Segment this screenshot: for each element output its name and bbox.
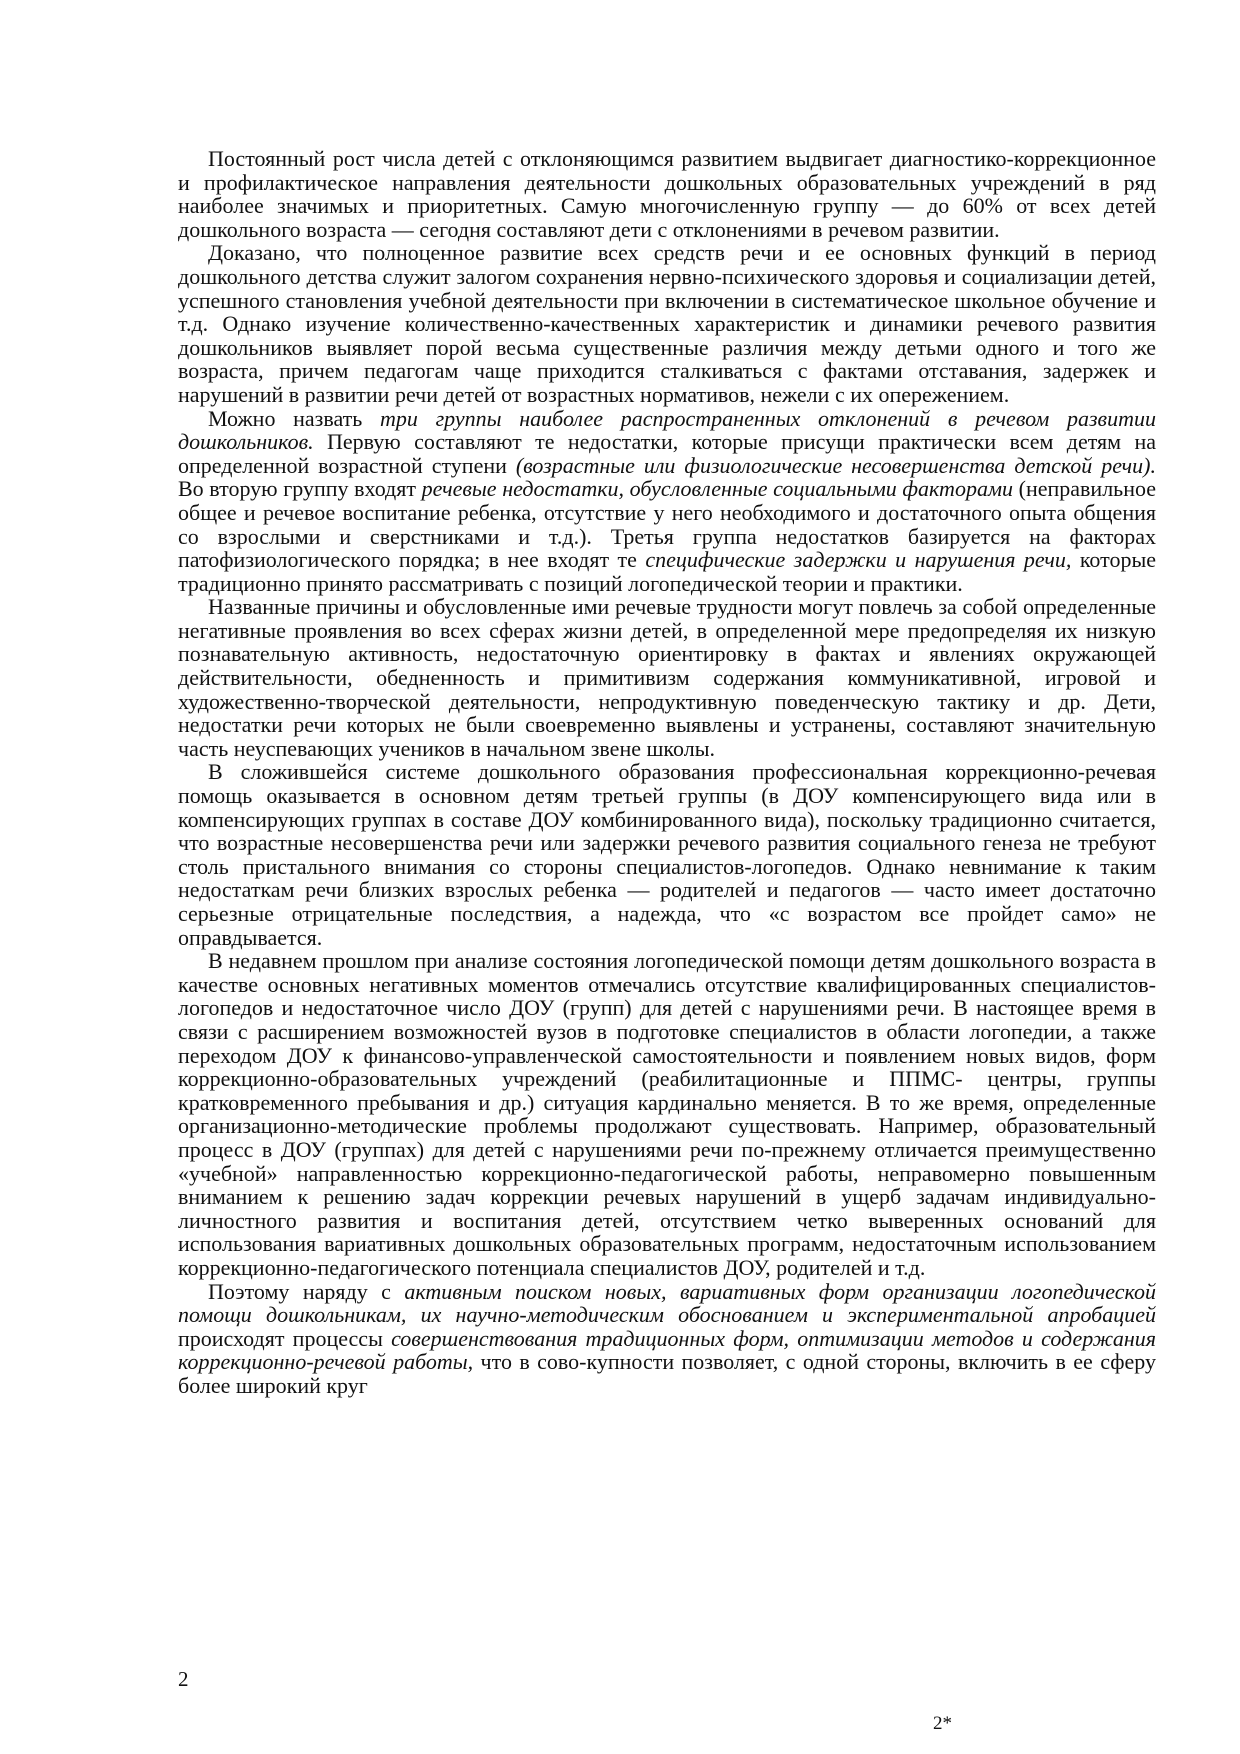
paragraph — [178, 1280, 1156, 1398]
text-run: Доказано, что полноценное развитие всех средств речи и ее основных функций в период дошкольного детства служит залогом сохранения нервно-психического здоровья и социализации детей, успешного становления учебной деятельности при включении в систематическое школьное обучение и т.д. Однако изучение количественно-качественных характеристик и динамики речевого развития дошкольников выявляет порой весьма существенные различия между детьми одного и того же возраста, причем педагогам чаще приходится сталкиваться с фактами отставания, задержек и нарушений в развитии речи детей от возрастных нормативов, нежели с их опережением. — [178, 240, 1156, 407]
text-run: В сложившейся системе дошкольного образования профессиональная коррекционно-речевая помощь оказывается в основном детям третьей группы (в ДОУ компенсирующего вида или в компенсирующих группах в составе ДОУ комбинированного вида), поскольку традиционно считается, что возрастные несовершенства речи или задержки речевого развития социального генеза не требуют столь пристального внимания со стороны специалистов-логопедов. Однако невнимание к таким недостаткам речи близких взрослых ребенка — родителей и педагогов — часто имеет достаточно серьезные отрицательные последствия, а надежда, что «с возрастом все пройдет само» не оправдывается. — [178, 759, 1156, 950]
italic-phrase: (возрастные или физиологические несовершенства детской речи). — [515, 452, 1157, 478]
text-run: Первую составляют те недостатки, которые присущи практически всем детям на определенной возрастной ступени — [178, 429, 1156, 478]
body-text — [178, 147, 1156, 1397]
text-run: В недавнем прошлом при анализе состояния логопедической помощи детям дошкольного возраста в качестве основных негативных моментов отмечались отсутствие квалифицированных специалистов-логопедов и недостаточное число ДОУ (групп) для детей с нарушениями речи. В настоящее время в связи с расширением возможностей вузов в подготовке специалистов в области логопедии, а также переходом ДОУ к финансово-управленческой самостоятельности и появлением новых видов, форм коррекционно-образовательных учреждений (реабилитационные и ППМС- центры, группы кратковременного пребывания и др.) ситуация кардинально меняется. В то же время, определенные организационно-методические проблемы продолжают существовать. Например, образовательный процесс в ДОУ (группах) для детей с нарушениями речи по-прежнему отличается преимущественно «учебной» направленностью коррекционно-педагогической работы, неправомерно повышенным вниманием к решению задач коррекции речевых нарушений в ущерб задачам индивидуально-личностного развития и воспитания детей, отсутствием четко выверенных оснований для использования вариативных дошкольных образовательных программ, недостаточным использованием коррекционно-педагогического потенциала специалистов ДОУ, родителей и т.д. — [178, 948, 1156, 1280]
text-run: что в сово-купности позволяет, с одной стороны, включить в ее сферу более широкий круг — [178, 1349, 1157, 1398]
paragraph — [178, 241, 1156, 406]
text-run: Поэтому наряду с — [208, 1278, 405, 1304]
text-run: Можно назвать — [208, 405, 381, 431]
italic-phrase: специфические задержки и нарушения речи, — [645, 547, 1072, 573]
signature-mark: 2* — [933, 1713, 952, 1734]
paragraph — [178, 407, 1156, 596]
text-run: Названные причины и обусловленные ими речевые трудности могут повлечь за собой определенные негативные проявления во всех сферах жизни детей, в определенной мере предопределяя их низкую познавательную активность, недостаточную ориентировку в фактах и явлениях окружающей действительности, обедненность и примитивизм содержания коммуникативной, игровой и художественно-творческой деятельности, непродуктивную поведенческую тактику и др. Дети, недостатки речи которых не были своевременно выявлены и устранены, составляют значительную часть неуспевающих учеников в начальном звене школы. — [178, 594, 1156, 761]
italic-phrase: совершенствования традиционных форм, оптимизации методов и содержания коррекционно-речевой работы, — [178, 1325, 1156, 1375]
text-run: Во вторую группу входят — [178, 476, 422, 502]
text-run: происходят процессы — [178, 1325, 392, 1351]
text-run: которые традиционно принято рассматривать с позиций логопедической теории и практики. — [178, 547, 1157, 596]
paragraph — [178, 147, 1156, 241]
italic-phrase: речевые недостатки, обусловленные социальными факторами — [421, 476, 1013, 502]
paragraph — [178, 949, 1156, 1279]
page-number: 2 — [178, 1667, 189, 1691]
italic-phrase: три группы наиболее распространенных отклонений в речевом развитии дошкольников. — [178, 405, 1156, 455]
paragraph — [178, 595, 1156, 760]
text-run: Постоянный рост числа детей с отклоняющимся развитием выдвигает диагностико-коррекционное и профилактическое направления деятельности дошкольных образовательных учреждений в ряд наиболее значимых и приоритетных. Самую многочисленную группу — до 60% от всех детей дошкольного возраста — сегодня составляют дети с отклонениями в речевом развитии. — [178, 146, 1156, 242]
paragraph — [178, 760, 1156, 949]
italic-phrase: активным поиском новых, вариативных форм организации логопедической помощи дошкольникам, их научно-методическим обоснованием и экспериментальной апробацией — [178, 1278, 1156, 1328]
text-run: (неправильное общее и речевое воспитание ребенка, отсутствие у него необходимого и достаточного опыта общения со взрослыми и сверстниками и т.д.). Третья группа недостатков базируется на факторах патофизиологического порядка; в нее входят те — [178, 476, 1157, 573]
